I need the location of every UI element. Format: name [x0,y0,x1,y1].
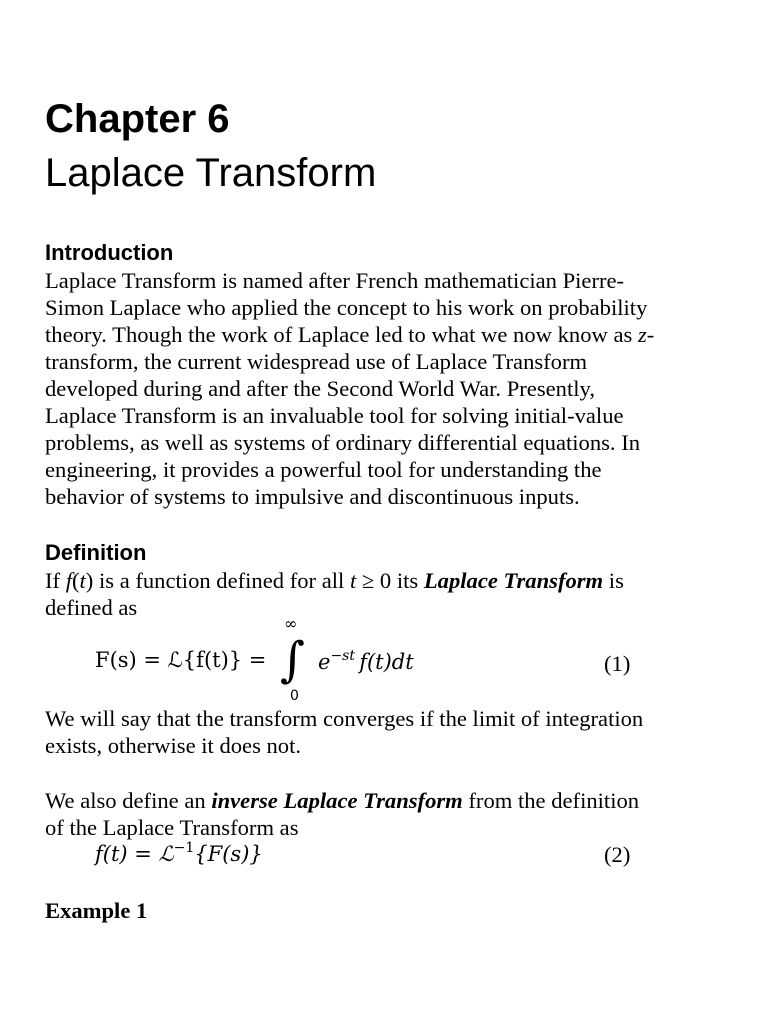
equation-1-number: (1) [604,651,631,676]
integral-sign: ∫ [280,632,306,688]
introduction-line: transform, the current widespread use of Laplace Transform [45,349,588,374]
integral-lower-limit: 0 [290,688,299,704]
integral-upper-limit: ∞ [284,614,298,633]
introduction-line: behavior of systems to impulsive and discontinuous inputs. [45,484,580,509]
introduction-line: theory. Though the work of Laplace led to what we now know as z- [45,322,655,347]
definition-line-2: defined as [45,595,138,620]
introduction-line: problems, as well as systems of ordinary differential equations. In [45,430,641,455]
introduction-line: Laplace Transform is an invaluable tool for solving initial-value [45,403,624,428]
definition-line-1: If f(t) is a function defined for all t ≥ 0 its Laplace Transform is [45,568,624,593]
inverse-paragraph: We also define an inverse Laplace Transform from the definition of the Laplace Transform as [45,788,640,840]
equation-1-integrand: $e^{-st}$ f(t)dt [318,648,414,674]
example-heading: Example 1 [45,898,148,923]
equation-1-lhs: F(s) = ℒ{f(t)} = [95,648,267,672]
convergence-paragraph: We will say that the transform converges if the limit of integration exists, otherwise it does not. [45,706,644,758]
introduction-line: Simon Laplace who applied the concept to his work on probability [45,295,648,320]
definition-heading: Definition [45,540,147,565]
equation-2-number: (2) [604,842,631,867]
inverse-laplace-term: inverse Laplace Transform [211,788,463,813]
chapter-title: Chapter 6 [45,97,230,141]
definition-paragraph [45,567,624,621]
introduction-heading: Introduction [45,240,174,265]
chapter-subtitle: Laplace Transform [45,151,377,195]
laplace-transform-term: Laplace Transform [423,568,604,593]
introduction-line: engineering, it provides a powerful tool for understanding the [45,457,602,482]
introduction-line: Laplace Transform is named after French mathematician Pierre- [45,268,625,293]
introduction-paragraph [45,267,654,510]
introduction-line: developed during and after the Second World War. Presently, [45,376,595,401]
equation-2-expression: f(t) = ℒ$^{-1}${F(s)} [95,840,263,866]
